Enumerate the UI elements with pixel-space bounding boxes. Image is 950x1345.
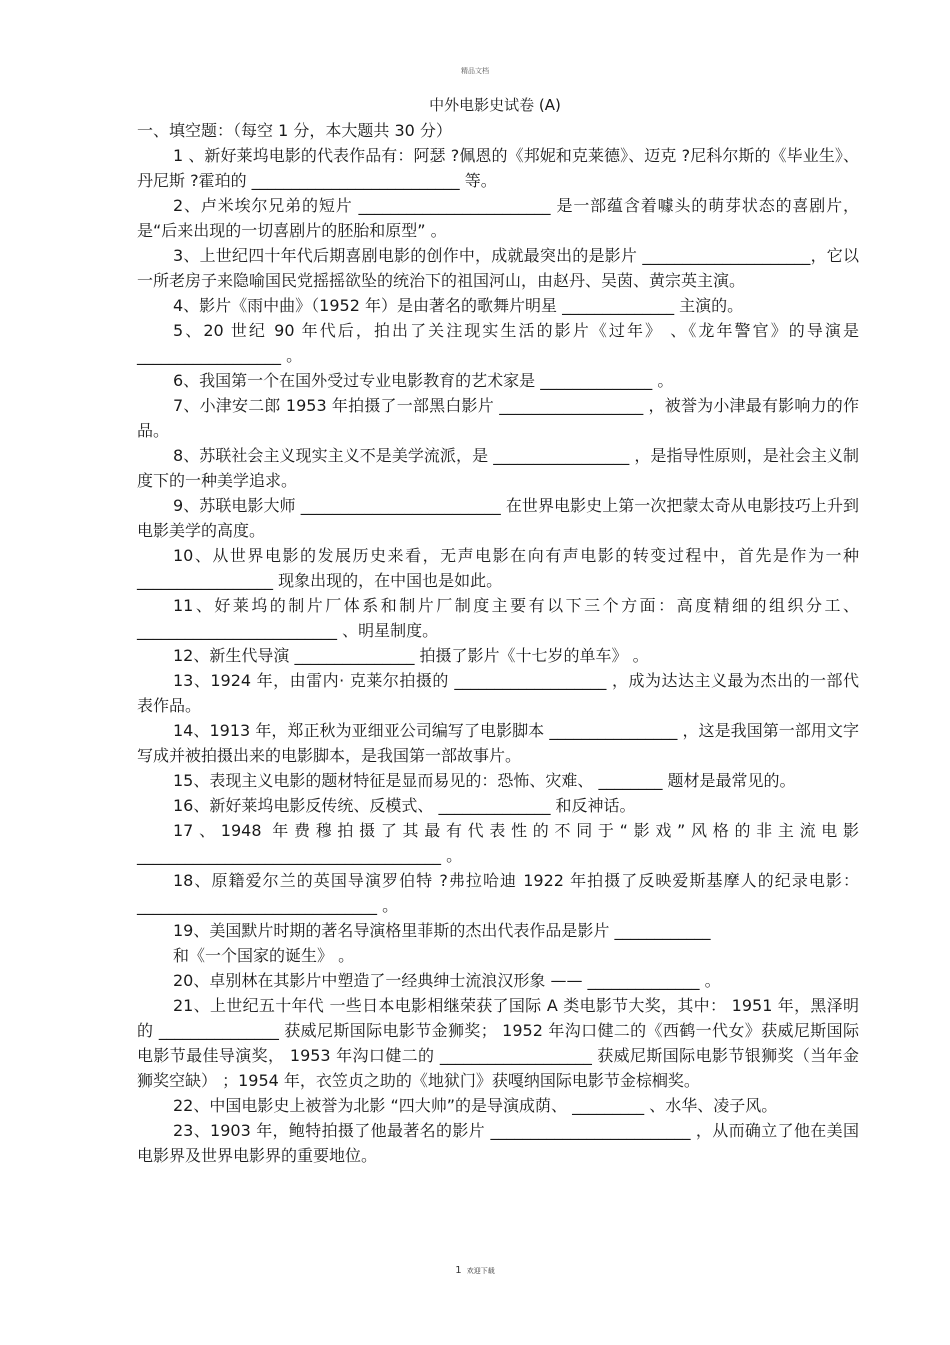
question-14: 14、1913 年，郑正秋为亚细亚公司编写了电影脚本 ________________ ，这是我国第一部用文字写成并被拍摄出来的电影脚本，是我国第一部故事片。: [137, 721, 859, 765]
question-6: 6、我国第一个在国外受过专业电影教育的艺术家是 ______________ 。: [173, 371, 674, 390]
question-18: 18、原籍爱尔兰的英国导演罗伯特 ?弗拉哈迪 1922 年拍摄了反映爱斯基摩人的纪录电影： ______________________________ 。: [137, 871, 859, 915]
question-8: 8、苏联社会主义现实主义不是美学流派，是 _________________ ，是指导性原则，是社会主义制度下的一种美学追求。: [137, 446, 859, 490]
document-body: [137, 118, 859, 1168]
question-17: 17、1948 年费穆拍摄了其最有代表性的不同于“影戏”风格的非主流电影 ______________________________________ 。: [137, 821, 859, 865]
question-12: 12、新生代导演 _______________ 拍摄了影片《十七岁的单车》 。: [173, 646, 649, 665]
page-footer: [0, 1265, 950, 1276]
question-9: 9、苏联电影大师 _________________________ 在世界电影史上第一次把蒙太奇从电影技巧上升到电影美学的高度。: [137, 496, 859, 540]
question-4: 4、影片《雨中曲》（1952 年）是由著名的歌舞片明星 ______________ 主演的。: [173, 296, 744, 315]
question-15: 15、表现主义电影的题材特征是显而易见的：恐怖、灾难、 ________ 题材是最常见的。: [173, 771, 796, 790]
question-21: 21、上世纪五十年代 一些日本电影相继荣获了国际 A 类电影节大奖，其中： 1951 年，黑泽明的 _______________ 获威尼斯国际电影节金狮奖； 1952 年沟口健二的《西鹤一代女》获威尼斯国际电影节最佳导演奖， 1953 年沟口健二的 ___________________ 获威尼斯国际电影节银狮奖（当年金狮奖空缺） ；1954 年，衣笠贞之助的《地狱门》获嘎纳国际电影节金棕榈奖。: [137, 996, 859, 1090]
question-7: 7、小津安二郎 1953 年拍摄了一部黑白影片 __________________ ，被誉为小津最有影响力的作品。: [137, 396, 859, 440]
question-23: 23、1903 年，鲍特拍摄了他最著名的影片 _________________________ ，从而确立了他在美国电影界及世界电影界的重要地位。: [137, 1121, 859, 1165]
footer-note: 欢迎下载: [466, 1267, 495, 1275]
section-heading: 一、填空题：（每空 1 分，本大题共 30 分）: [137, 121, 452, 140]
question-11: 11、好莱坞的制片厂体系和制片厂制度主要有以下三个方面：高度精细的组织分工、 _________________________ 、明星制度。: [137, 596, 859, 640]
question-19-continued: 和《一个国家的诞生》 。: [173, 946, 355, 965]
question-20: 20、卓别林在其影片中塑造了一经典绅士流浪汉形象 —— ______________ 。: [173, 971, 721, 990]
question-19: 19、美国默片时期的著名导演格里菲斯的杰出代表作品是影片 ____________: [173, 921, 711, 940]
page-title: 中外电影史试卷 (A): [429, 96, 561, 114]
question-10: 10、从世界电影的发展历史来看，无声电影在向有声电影的转变过程中，首先是作为一种 _________________ 现象出现的，在中国也是如此。: [137, 546, 859, 590]
question-22: 22、中国电影史上被誉为北影 “四大帅”的是导演成荫、 _________ 、水华、凌子风。: [173, 1096, 778, 1115]
question-16: 16、新好莱坞电影反传统、反模式、 ______________ 和反神话。: [173, 796, 636, 815]
question-2: 2、卢米埃尔兄弟的短片 ________________________ 是一部蕴含着噱头的萌芽状态的喜剧片，是“后来出现的一切喜剧片的胚胎和原型” 。: [137, 196, 859, 240]
question-5: 5、20 世纪 90 年代后，拍出了关注现实生活的影片《过年》 、《龙年警官》的导演是 __________________ 。: [137, 321, 859, 365]
header-note: 精品文档: [461, 67, 489, 75]
page-number: 1: [455, 1265, 462, 1276]
question-13: 13、1924 年，由雷内· 克莱尔拍摄的 ___________________ ，成为达达主义最为杰出的一部代表作品。: [137, 671, 859, 715]
question-3: 3、上世纪四十年代后期喜剧电影的创作中，成就最突出的是影片 _____________________，它以一所老房子来隐喻国民党摇摇欲坠的统治下的祖国河山，由赵丹、吴茵、黄宗英主演。: [137, 246, 859, 290]
question-1: 1 、新好莱坞电影的代表作品有：阿瑟 ?佩恩的《邦妮和克莱德》、迈克 ?尼科尔斯的《毕业生》、丹尼斯 ?霍珀的 __________________________ 等。: [137, 146, 859, 190]
